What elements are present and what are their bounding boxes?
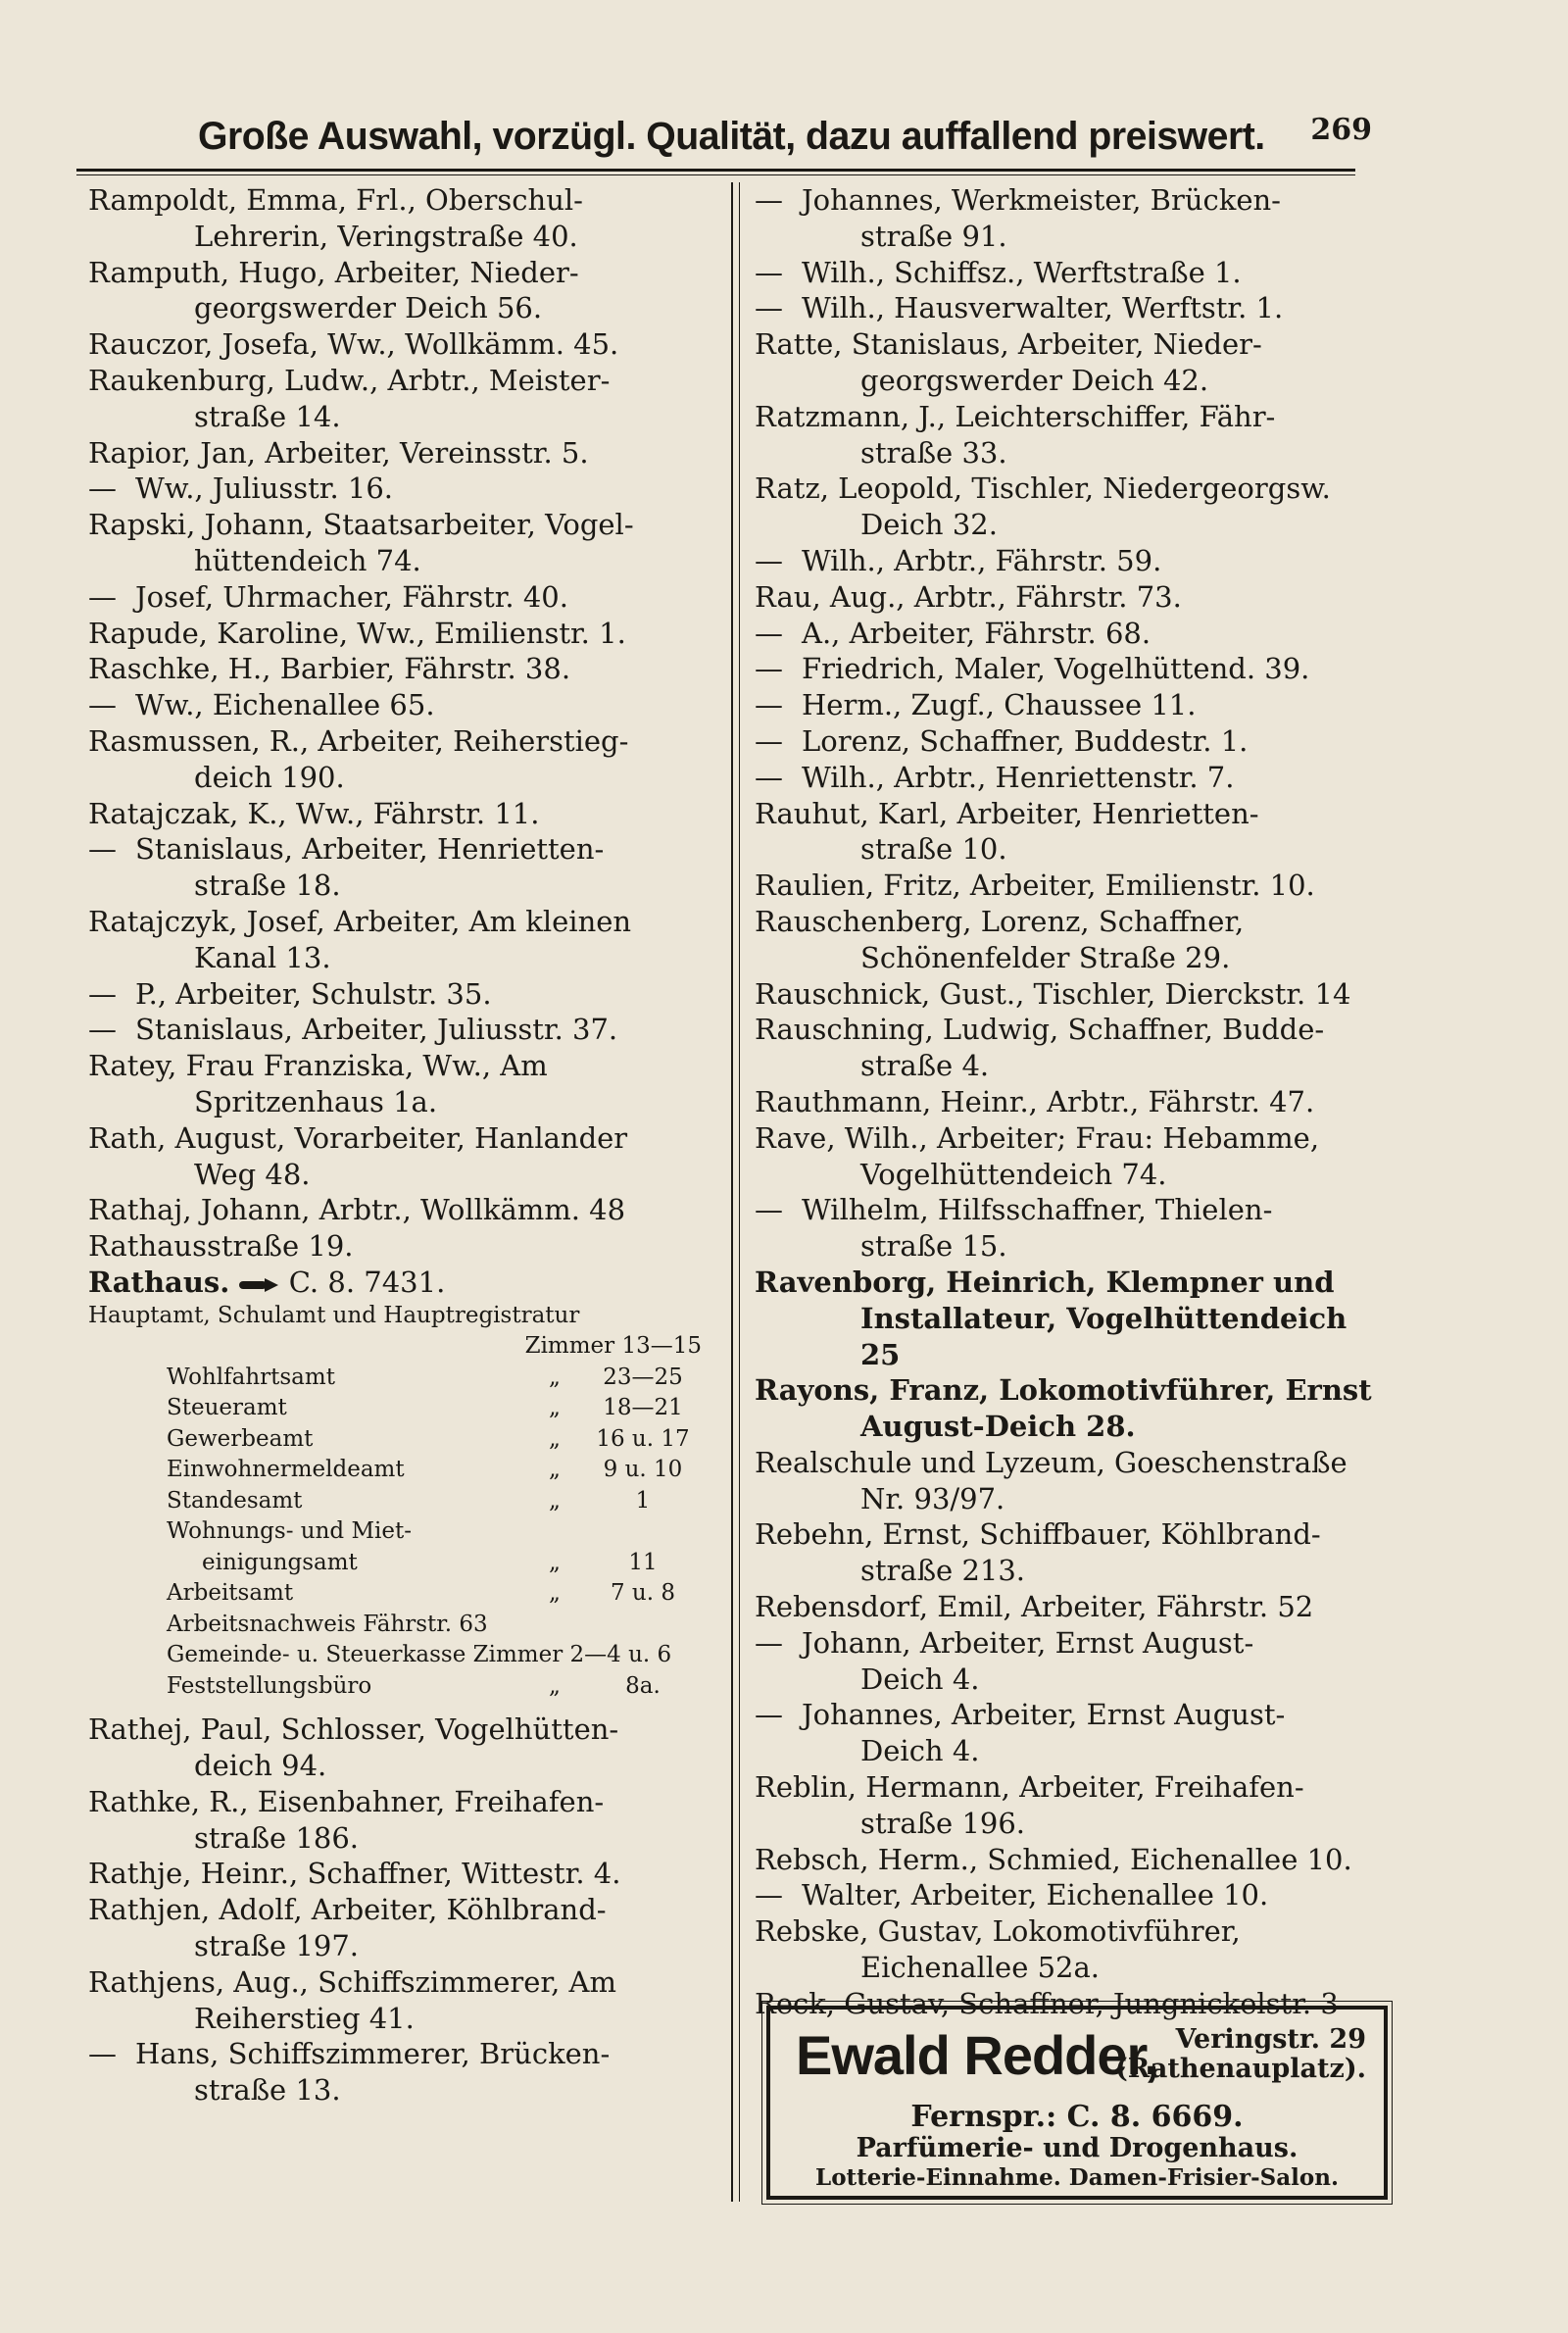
entry-continuation: georgswerder Deich 56. [194,291,543,325]
entry-line: Ratz, Leopold, Tischler, Niedergeorgsw. [755,472,1331,506]
office-list [88,1363,711,1703]
directory-entry [755,796,1382,869]
directory-entry [755,904,1382,976]
entry-continuation: straße 4. [860,1049,990,1083]
telephone-icon [239,1277,280,1291]
entry-continuation: georgswerder Deich 42. [860,363,1209,397]
directory-entry [88,796,715,832]
directory-entry [755,1265,1382,1372]
directory-entry [88,1120,715,1193]
ditto-dash: — [755,760,783,794]
entry-line: Ratte, Stanislaus, Arbeiter, Nieder- [755,327,1262,362]
entry-continuation: deich 94. [194,1749,327,1782]
left-entries-continued [88,1712,715,2109]
entry-continuation: straße 15. [860,1229,1007,1264]
entry-continuation: Kanal 13. [194,940,331,974]
entry-continuation: Deich 4. [860,1734,980,1768]
entry-line: Rathke, R., Eisenbahner, Freihafen- [88,1784,605,1818]
entry-continuation: straße 91. [860,219,1007,253]
entry-line: Rauhut, Karl, Arbeiter, Henrietten- [755,796,1259,830]
directory-entry [88,1012,715,1048]
directory-entry [88,2036,715,2109]
directory-entry [88,616,715,652]
office-row [167,1455,711,1486]
entry-line: Josef, Uhrmacher, Fährstr. 40. [135,579,568,614]
entry-continuation: Eichenallee 52a. [860,1951,1100,1985]
office-room: 18—21 [603,1395,683,1421]
office-row [167,1548,711,1579]
office-name: Feststellungsbüro [167,1672,372,1699]
directory-entry [88,435,715,472]
ditto-dash: — [88,832,117,867]
office-name: Gemeinde- u. Steuerkasse Zimmer 2—4 u. 6 [167,1642,672,1668]
entry-line: Ramputh, Hugo, Arbeiter, Nieder- [88,255,579,289]
entry-line: Ratey, Frau Franziska, Ww., Am [88,1049,548,1083]
ad-address [1115,2025,1366,2084]
office-name: Steueramt [167,1395,287,1421]
office-row [167,1424,711,1456]
ditto-dash: — [755,652,783,686]
right-column [755,182,1382,2022]
rathaus-offices [88,1301,715,1703]
right-entries [755,182,1382,2022]
entry-continuation: straße 196. [860,1806,1026,1840]
entry-line: Reblin, Hermann, Arbeiter, Freihafen- [755,1770,1304,1805]
ditto-dash: — [88,976,117,1011]
directory-entry [755,399,1382,472]
ad-phone: Fernspr.: C. 8. 6669. [910,2100,1244,2134]
left-entries [88,182,715,1265]
entry-continuation: straße 13. [194,2073,341,2108]
directory-entry [88,651,715,687]
entry-line: Walter, Arbeiter, Eichenallee 10. [802,1878,1269,1912]
directory-entry [755,471,1382,543]
directory-entry [88,363,715,435]
office-name: Hauptamt, Schulamt und Hauptregistratur [88,1302,580,1328]
directory-entry [88,1856,715,1892]
header-rule [76,169,1355,172]
entry-continuation: August-Deich 28. [860,1410,1136,1444]
ad-services: Lotterie-Einnahme. Damen-Frisier-Salon. [815,2164,1339,2191]
entry-line: Friedrich, Maler, Vogelhüttend. 39. [802,652,1310,686]
entry-line: Rasmussen, R., Arbeiter, Reiherstieg- [88,723,629,758]
office-room: Zimmer 13—15 [524,1333,702,1360]
directory-entry [755,616,1382,652]
directory-entry [755,579,1382,616]
entry-continuation: Reiherstieg 41. [194,2001,415,2035]
entry-line: Rebehn, Ernst, Schiffbauer, Köhlbrand- [755,1517,1321,1552]
entry-line: Realschule und Lyzeum, Goeschenstraße [755,1445,1348,1479]
ditto-dash: — [88,579,117,614]
entry-line: A., Arbeiter, Fährstr. 68. [802,616,1152,650]
office-head-line1 [88,1301,711,1332]
entry-continuation: deich 190. [194,760,345,794]
ditto-mark: „ [549,1549,561,1575]
directory-entry [755,182,1382,255]
directory-entry [755,290,1382,326]
ditto-mark: „ [549,1487,561,1514]
directory-entry [755,1877,1382,1913]
entry-line: Rathje, Heinr., Schaffner, Wittestr. 4. [88,1857,621,1891]
entry-line: Rapude, Karoline, Ww., Emilienstr. 1. [88,616,626,650]
ditto-dash: — [755,688,783,722]
directory-entry [755,1445,1382,1517]
entry-continuation: Deich 4. [860,1662,980,1696]
ditto-dash: — [755,543,783,577]
entry-line: Stanislaus, Arbeiter, Henrietten- [135,832,605,867]
ditto-dash: — [88,2037,117,2071]
entry-line: Rauschning, Ludwig, Schaffner, Budde- [755,1013,1325,1047]
entry-line: Ratzmann, J., Leichterschiffer, Fähr- [755,399,1276,433]
ditto-dash: — [755,1625,783,1660]
directory-entry [755,1769,1382,1842]
directory-entry [755,1516,1382,1589]
entry-continuation: straße 33. [860,435,1007,470]
directory-entry [755,326,1382,399]
directory-entry [755,1372,1382,1445]
office-row [167,1363,711,1394]
office-name: Gewerbeamt [167,1425,314,1452]
office-row [167,1516,711,1548]
entry-continuation: Installateur, Vogelhüttendeich 25 [860,1301,1348,1371]
column-divider-thin [739,182,740,2202]
directory-entry [88,255,715,327]
entry-line: Rathausstraße 19. [88,1229,354,1264]
entry-line: Raulien, Fritz, Arbeiter, Emilienstr. 10. [755,869,1315,903]
rathaus-phone: C. 8. 7431. [288,1265,446,1299]
ditto-dash: — [88,688,117,722]
directory-entry [755,1913,1382,1986]
entry-line: Ravenborg, Heinrich, Klempner und [755,1265,1335,1299]
rathaus-title: Rathaus. [88,1265,230,1299]
office-name: Wohnungs- und Miet- [167,1518,412,1545]
directory-entry [88,831,715,904]
entry-line: Rathej, Paul, Schlosser, Vogelhütten- [88,1713,619,1747]
ditto-dash: — [755,1878,783,1912]
office-row [167,1610,711,1641]
directory-entry [755,976,1382,1013]
entry-line: Wilh., Arbtr., Henriettenstr. 7. [802,760,1235,794]
entry-line: Stanislaus, Arbeiter, Juliusstr. 37. [135,1013,618,1047]
entry-line: Wilh., Arbtr., Fährstr. 59. [802,543,1162,577]
directory-entry [88,723,715,796]
directory-entry [755,1012,1382,1084]
office-name: Einwohnermeldeamt [167,1457,405,1483]
entry-continuation: straße 14. [194,399,341,433]
directory-entry [755,1084,1382,1120]
directory-entry [88,182,715,255]
directory-entry [755,1697,1382,1769]
office-row [167,1671,711,1703]
left-column [88,182,715,2109]
entry-line: Wilh., Schiffsz., Werftstraße 1. [802,255,1242,289]
ditto-mark: „ [549,1672,561,1699]
directory-entry [88,326,715,363]
header-slogan: Große Auswahl, vorzügl. Qualität, dazu auffallend preiswert. [198,115,1265,158]
ditto-dash: — [755,255,783,289]
ad-name: Ewald Redder, [796,2024,1158,2086]
ditto-mark: „ [549,1457,561,1483]
office-row [167,1486,711,1517]
directory-entry [88,1964,715,2037]
ditto-dash: — [755,183,783,217]
entry-line: Rayons, Franz, Lokomotivführer, Ernst [755,1373,1372,1408]
entry-line: Hans, Schiffszimmerer, Brücken- [135,2037,611,2071]
entry-line: Rauczor, Josefa, Ww., Wollkämm. 45. [88,327,619,362]
entry-continuation: straße 197. [194,1928,360,1962]
entry-continuation: straße 10. [860,832,1007,867]
directory-entry [88,579,715,616]
entry-line: Rapski, Johann, Staatsarbeiter, Vogel- [88,508,634,542]
entry-continuation: straße 18. [194,869,341,903]
ad-address-line2: (Rathenauplatz). [1115,2054,1366,2084]
ditto-dash: — [755,1193,783,1227]
ditto-dash: — [755,616,783,650]
office-room: 8a. [625,1672,661,1699]
entry-continuation: Lehrerin, Veringstraße 40. [194,219,578,253]
directory-entry [755,255,1382,291]
entry-continuation: Spritzenhaus 1a. [194,1084,438,1118]
entry-line: Reck, Gustav, Schaffner, Jungnickelstr. 3 [755,1986,1339,2020]
entry-line: Wilhelm, Hilfsschaffner, Thielen- [802,1193,1273,1227]
directory-entry [755,651,1382,687]
page-number: 269 [1310,113,1372,147]
entry-line: Rave, Wilh., Arbeiter; Frau: Hebamme, [755,1120,1320,1155]
ditto-mark: „ [549,1395,561,1421]
entry-line: Rathjen, Adolf, Arbeiter, Köhlbrand- [88,1893,607,1927]
directory-entry [88,1192,715,1228]
ad-address-line1: Veringstr. 29 [1175,2024,1366,2055]
header-rule-thin [76,174,1355,175]
entry-line: Rauthmann, Heinr., Arbtr., Fährstr. 47. [755,1084,1315,1118]
directory-entry [755,1625,1382,1698]
directory-entry [88,687,715,723]
entry-line: Johannes, Werkmeister, Brücken- [802,183,1281,217]
directory-entry [755,1192,1382,1265]
office-room: 23—25 [603,1364,683,1390]
office-name: Arbeitsamt [167,1580,294,1607]
directory-entry [755,723,1382,760]
entry-line: Rebske, Gustav, Lokomotivführer, [755,1914,1241,1949]
directory-entry [88,1712,715,1784]
entry-continuation: hüttendeich 74. [194,543,421,577]
office-row [167,1578,711,1610]
entry-continuation: straße 213. [860,1554,1026,1588]
office-room: 16 u. 17 [596,1425,690,1452]
directory-entry [755,687,1382,723]
entry-line: Rebensdorf, Emil, Arbeiter, Fährstr. 52 [755,1590,1314,1624]
ad-business: Parfümerie- und Drogenhaus. [856,2133,1298,2163]
office-name: Standesamt [167,1487,303,1514]
directory-entry [88,471,715,507]
entry-continuation: Vogelhüttendeich 74. [860,1157,1167,1191]
office-name: Arbeitsnachweis Fährstr. 63 [167,1611,488,1637]
entry-continuation: straße 186. [194,1820,360,1855]
office-room: 1 [635,1487,651,1514]
rathaus-heading [88,1265,715,1301]
office-head-line2 [88,1331,711,1363]
page-header [186,113,1372,172]
entry-line: Rathjens, Aug., Schiffszimmerer, Am [88,1964,616,1999]
directory-entry [88,1784,715,1857]
entry-line: Ww., Juliusstr. 16. [135,472,394,506]
advertisement-box [766,2006,1388,2200]
office-row [167,1393,711,1424]
entry-line: Ratajczak, K., Ww., Fährstr. 11. [88,796,540,830]
entry-line: Rau, Aug., Arbtr., Fährstr. 73. [755,579,1182,614]
entry-line: Rathaj, Johann, Arbtr., Wollkämm. 48 [88,1193,626,1227]
office-room: 7 u. 8 [610,1580,675,1607]
directory-entry [755,1589,1382,1625]
ditto-dash: — [755,723,783,758]
entry-line: Raukenburg, Ludw., Arbtr., Meister- [88,363,611,397]
office-room: 11 [628,1549,658,1575]
directory-entry [755,1120,1382,1193]
directory-entry [755,543,1382,579]
entry-line: Rebsch, Herm., Schmied, Eichenallee 10. [755,1842,1352,1876]
entry-line: Wilh., Hausverwalter, Werftstr. 1. [802,291,1284,325]
entry-line: Rapior, Jan, Arbeiter, Vereinsstr. 5. [88,435,589,470]
ditto-dash: — [755,1698,783,1732]
directory-entry [755,760,1382,796]
office-name: Wohlfahrtsamt [167,1364,335,1390]
directory-entry [88,507,715,579]
entry-line: Rauschenberg, Lorenz, Schaffner, [755,904,1245,938]
ditto-dash: — [88,472,117,506]
entry-line: Johannes, Arbeiter, Ernst August- [802,1698,1286,1732]
office-name: einigungsamt [202,1549,358,1575]
entry-line: Rampoldt, Emma, Frl., Oberschul- [88,183,583,217]
entry-continuation: Schönenfelder Straße 29. [860,940,1231,974]
ditto-dash: — [755,291,783,325]
directory-entry [88,976,715,1013]
entry-line: Rath, August, Vorarbeiter, Hanlander [88,1120,628,1155]
ditto-mark: „ [549,1364,561,1390]
directory-entry [88,1892,715,1964]
entry-line: Raschke, H., Barbier, Fährstr. 38. [88,652,571,686]
directory-entry [88,904,715,976]
entry-continuation: Weg 48. [194,1157,311,1191]
ditto-dash: — [88,1013,117,1047]
directory-entry [88,1228,715,1265]
entry-line: Ratajczyk, Josef, Arbeiter, Am kleinen [88,904,632,938]
column-divider [731,182,733,2202]
entry-line: Johann, Arbeiter, Ernst August- [802,1625,1254,1660]
office-row [167,1640,711,1671]
ditto-mark: „ [549,1425,561,1452]
entry-continuation: Deich 32. [860,508,998,542]
entry-line: Rauschnick, Gust., Tischler, Dierckstr. 14 [755,976,1351,1011]
entry-line: Ww., Eichenallee 65. [135,688,435,722]
directory-entry [755,868,1382,904]
directory-entry [755,1842,1382,1878]
entry-continuation: Nr. 93/97. [860,1481,1005,1515]
office-room: 9 u. 10 [603,1457,683,1483]
directory-entry [88,1048,715,1120]
entry-line: Lorenz, Schaffner, Buddestr. 1. [802,723,1249,758]
ditto-mark: „ [549,1580,561,1607]
entry-line: Herm., Zugf., Chaussee 11. [802,688,1197,722]
entry-line: P., Arbeiter, Schulstr. 35. [135,976,492,1011]
